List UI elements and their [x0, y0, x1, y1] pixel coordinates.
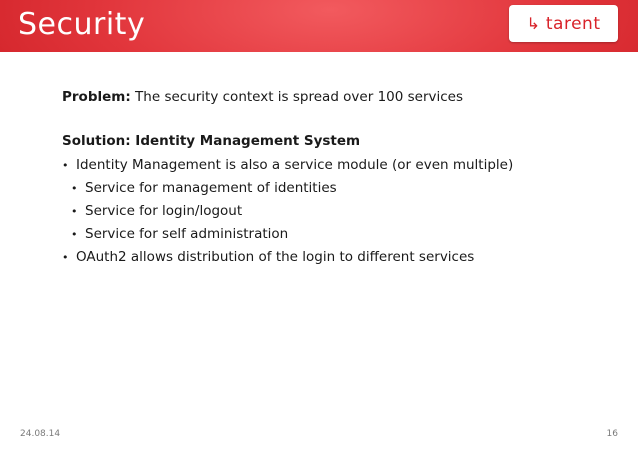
bullet-text: OAuth2 allows distribution of the login to different services — [76, 249, 475, 265]
bullet-icon: • — [62, 251, 69, 264]
problem-text: The security context is spread over 100 services — [130, 89, 464, 105]
page-number: 16 — [606, 429, 618, 439]
list-item — [62, 156, 513, 175]
tarent-logo — [509, 5, 618, 42]
logo-text: tarent — [545, 13, 601, 34]
problem-label: Problem: — [62, 89, 131, 105]
footer-date: 24.08.14 — [20, 429, 61, 439]
list-item — [71, 179, 337, 198]
slide-title: Security — [18, 7, 146, 42]
bullet-text: Service for self administration — [85, 226, 289, 242]
problem-statement — [62, 88, 463, 106]
bullet-text: Service for management of identities — [85, 180, 337, 196]
slide-header — [0, 0, 638, 52]
solution-heading: Solution: Identity Management System — [62, 133, 361, 149]
bullet-icon: • — [62, 159, 69, 172]
bullet-icon: • — [71, 205, 78, 218]
logo-arrow-icon: ↳ — [526, 13, 540, 33]
bullet-icon: • — [71, 182, 78, 195]
list-item — [71, 202, 242, 221]
bullet-icon: • — [71, 228, 78, 241]
bullet-text: Identity Management is also a service module (or even multiple) — [76, 157, 514, 173]
list-item — [71, 225, 288, 244]
bullet-text: Service for login/logout — [85, 203, 243, 219]
list-item — [62, 248, 474, 267]
